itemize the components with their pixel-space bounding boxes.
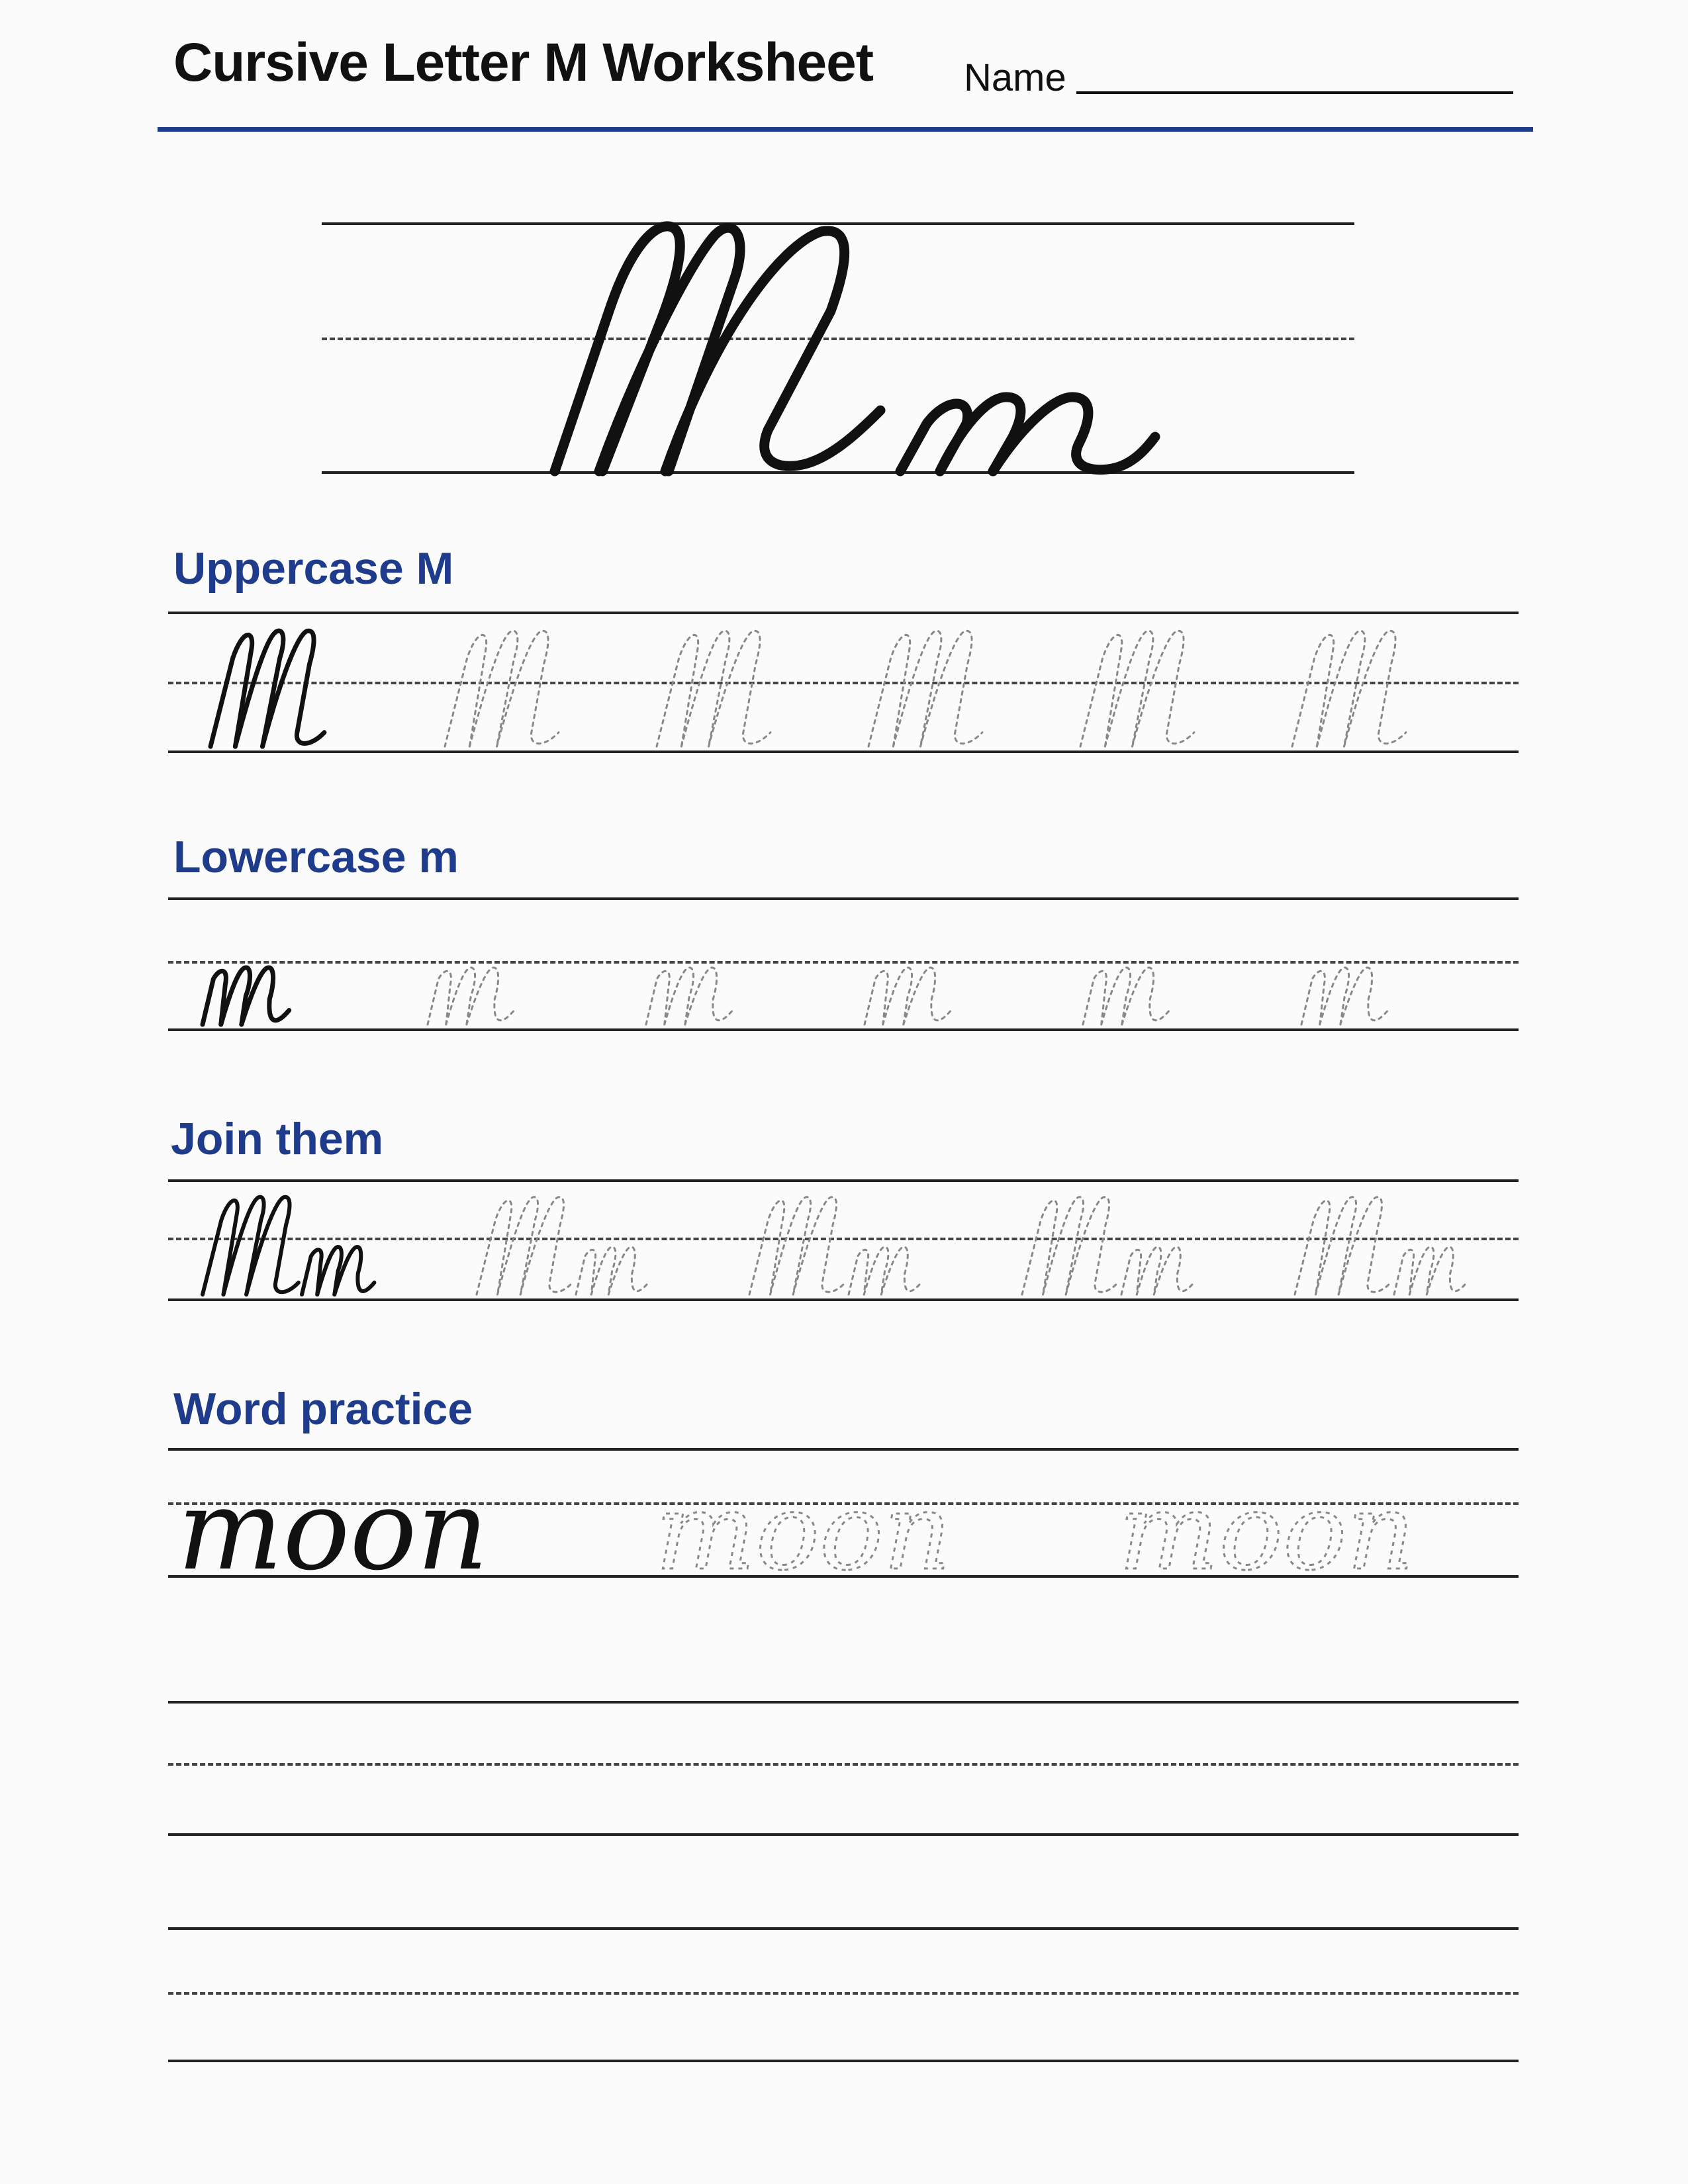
blank-row-1-top[interactable] [168, 1701, 1519, 1704]
blank-row-2-mid [168, 1992, 1519, 1995]
blank-row-1-mid [168, 1763, 1519, 1766]
word-trace-1: moon [655, 1470, 952, 1594]
section-heading-uppercase: Uppercase M [173, 543, 454, 594]
word-trace-2: moon [1119, 1470, 1415, 1594]
word-model: moon [177, 1465, 489, 1595]
blank-row-2-base[interactable] [168, 2060, 1519, 2062]
section-heading-join: Join them [171, 1114, 384, 1164]
page-title: Cursive Letter M Worksheet [173, 32, 874, 93]
section-heading-lowercase: Lowercase m [173, 832, 459, 882]
blank-row-2-top[interactable] [168, 1927, 1519, 1930]
blank-row-1-base[interactable] [168, 1833, 1519, 1836]
name-label: Name [964, 56, 1066, 99]
section-heading-word: Word practice [173, 1384, 473, 1434]
